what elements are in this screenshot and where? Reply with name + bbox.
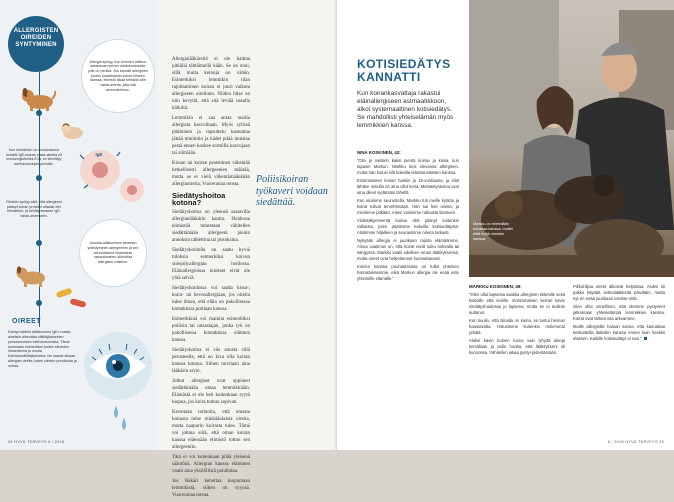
step-4-bubble: Uusinta-altistumisen aineiden yhdistyminen allergeeniin ja sen seurauksena histamiinin vapautuminen aiheuttaa allergisen reaktion.	[80, 220, 146, 286]
paragraph: "Olin jo vieläkin kaksi pientä koiraa ja kissa, kun tapasin Markun. Markku tiesi olevansa allerginen, mutta hän halusi silti kokeilla elämää eläinten kanssa.	[357, 158, 459, 175]
allergy-infographic	[0, 0, 158, 450]
paragraph: Allergialääkäreitä ei ole haittaa pitkällä tähtäimellä kään. Se on onni, sillä muita keinoja on vähän. Esimerkiksi lemmikin tilan rajoittaminen koiran ei juuri vaikuta allergiseen oireiluun. Niiden hilse on niin kevyttä, että sitä leviää usealla kätkiltä.	[172, 57, 250, 111]
paragraph: Kerrotaan tarinoita, että omasta koirasta tulee minkäänlaisia oireita, mutta naapurin koirasta tulee. Tämä voi johtua siitä, että oman koiran kanssa eläessään elimistö tottuu sen allergeeniin.	[172, 410, 250, 450]
tear-drops-icon	[110, 404, 130, 434]
right-column-d	[573, 284, 665, 344]
symptoms-title: OIREET	[12, 318, 42, 325]
dog-icon	[14, 262, 48, 288]
timeline-dot	[36, 175, 42, 181]
step-1-bubble: Allergia syntyy, kun ihminen altistuu useamman kerran vieläsenoineelle, jolle on herkkä. Jos kanolle allerginen joutuu kosketuksiin koiran hilseen kanssa, elimistö alkaa tehtailla sille vasta-aineita, joita sitä vereenkiertoon.	[82, 40, 154, 112]
pull-quote: Poliisikoiran työkaveri voidaan siedättää.	[256, 174, 328, 208]
timeline-dot	[36, 300, 42, 306]
couple-with-dogs-photo	[469, 0, 674, 277]
paragraph: Siedätyshoidossa voi saada kissa-, koira- tai hevosallergiaan, jos oireita tulee ilman, että eläin on pakollisessa kontaktissa potilaan kanssa.	[172, 286, 250, 312]
paragraph: Jos lääkäri kehottaa luopumaan lemmikistä, siihen on syynsä. Vuorenmaa toteaa.	[172, 479, 250, 498]
paragraph: Siedätyshoitoa on yleensä saatavilla allergianlääkärin kautta. Hoidossa elimistöä totutetaan vähitellen siedättämään allergeeni pienin annoksin tablettina tai pistoksina.	[172, 210, 250, 243]
article-headline	[357, 58, 450, 84]
paragraph: Viidettäkymmentä koiraa olisi pitänyt kuitenkin ratkaista, joten päätimme kokeilla kotisiedätystä. Aloitimme hiljalleen ja seurasimme oireita tarkasti.	[357, 218, 459, 235]
infographic-title: ALLERGISTEN OIREIDEN SYNTYMINEN	[8, 16, 64, 72]
paragraph: Siedätyshoitoa ei siis anneta sillä perusteella, että on kiva olla koiran kanssa kotona. Siihen tarvitaan aina lääkärin arvio.	[172, 348, 250, 374]
right-column-a	[357, 150, 459, 284]
paragraph: Kun kuulin, että Ninalla on koiria, se tuntui hieman haastavalta. Halusimme kuitenkin molemmat yrittää.	[469, 318, 565, 335]
paragraph: Olen ollut onnellinen, että olemme pystyneet jatkamaan yhteiselämää lemmikkien kanssa. Koirat ovat tärkeä osa arkeamme.	[573, 304, 665, 321]
paragraph: Siedätyshoidolla on saatu hyviä tuloksia esimerkiksi koivun siitepölyallergian hoidossa. Eläinallergioissa tulokset eivät ole yhtä selviä.	[172, 248, 250, 281]
step-3-text: Reaktio syntyy sillä, että allergeeni pääsyt koiran proteiini altaalle elin elimistöön, ja kehittyneeseen IgE-vasta-aineeseen.	[6, 200, 62, 219]
immune-cells-icon	[70, 140, 150, 210]
end-mark-icon	[644, 337, 647, 340]
section-heading: Siedätyshoitoa kotona?	[172, 191, 226, 207]
right-page	[337, 0, 674, 450]
paragraph: "Olen ollut lapsesta saakka allerginen eläimille sekä kissoille että koirille. Ensimmäisen kerran kävin siedätyshoidossa jo lapsena, mutta se ei tuolloin auttanut.	[469, 292, 565, 315]
byline: MARKKU KOSKINEN, 49:	[469, 284, 522, 289]
paragraph: Lemmikin ei saa antaa nuolla allergista kasvoiltaan. Myös sylissä pitäminen ja rapsuttelu kannattaa jättää minimiin ja kädet pitää muistaa pestä ennen koskee sormilla kasvojaan tai silmiään.	[172, 116, 250, 156]
left-folio: 34 HYVÄ TERVEYS 6 / 2018	[8, 440, 65, 444]
timeline-dot	[36, 240, 42, 246]
left-column-1	[172, 56, 250, 502]
paragraph: Aluksi kävin koirien luona vain lyhyitä aikoja kerrallaan ja pidin huolta, että lääkitykseni oli kunnossa. Vähitellen aikaa pystyi pidentämään.	[469, 338, 565, 355]
pill-icon	[55, 287, 72, 298]
paragraph: Nykyään allergia ei juurikaan rajoita elämäämme. Ainoa vaatimus on, että koirat eivät nuku sohvalla tai sängyssä. Markku vaatii edelleen oman lääkityksensä, mutta oireet ovat helpottuneet huomattavasti.	[357, 238, 459, 261]
step-2-text: Kun elimistöön on muodostunut koiralle IgE-luokan vasta-aineita eli immunoglobuliini-E:tä, se kiinnittyy tulehdussolujen pinnalle.	[6, 148, 62, 167]
paragraph-text: Muille allergisille haluan sanoa, että kannattaa keskustella lääkärin kanssa ennen kuin hankkii eläimen. Kaikille kotisiedätys ei sovi."	[573, 324, 665, 341]
paragraph: Kun aloimme seurustella, Markku tuli meille kylään ja koirat tulivat tervehtimään. Hän sai heti oireita, ja mietimme pitkään, miten voisimme ratkaista tilanteen.	[357, 198, 459, 215]
right-folio: 6 / 2018 HYVÄ TERVEYS 35	[607, 440, 664, 444]
baby-icon	[60, 120, 86, 140]
headline-line: KANNATTI	[357, 70, 421, 84]
symptoms-text: Koiraproteiinin altistuminen IgE:n vasta-aineisiin aiheuttaa välittäjäaineiden purkautumisen tulehdussoluista. Tämä tunnetaan esimerkiksi tuntee elimistön histamiinina ja muuta tulehdusvälittäjäaineina. Ne saavat aikaan allergian oireita, kuten silmien punoitusta ja nuhaa.	[8, 330, 77, 368]
paragraph: Kissan tai koiran peseminen vähentää hetkellisesti allergeenien määrää, mutta se ei vielä vähentämäänkään allergiaoireita, Vuorenmaa toteaa.	[172, 161, 250, 187]
paragraph: Koirien kanssa puuhastelusta on tullut yhteinen harrastuksemme, eikä Markun allergia ole enää este yhteiselle elämälle."	[357, 264, 459, 281]
byline: NINA KOSKINEN, 42:	[357, 150, 401, 155]
ige-label: IgE	[95, 152, 103, 157]
eye-icon	[82, 330, 154, 402]
left-page	[0, 0, 337, 498]
paragraph: Tätä ei voi kuitenkaan pitää yleisenä sääntönä. Allergian kanssa eläminen vaatii aina yksilöllistä pohdintaa.	[172, 455, 250, 474]
paragraph: Ensimmäisen koiran hankin jo 15-vuotiaana, ja siitä lähtien minulla on aina ollut koira. Metsästyskoirat ovat aina olleet sydäntäni lähellä.	[357, 178, 459, 195]
paragraph	[573, 324, 665, 342]
photo-caption: Markku on mielellään koiransa kanssa, muttei elää enää oireiden kanssa.	[473, 222, 513, 241]
headline-line: KOTISIEDÄTYS	[357, 57, 451, 71]
article-lead: Kun koirankasvattaja rakastui eläinallergiseen astmaatikkoon, alkoi systemaattinen kotisiedätys. Se mahdollisti yhteiselämän myös lemmikkien kanssa.	[357, 90, 454, 129]
paragraph: Pikkuhiljaa oireet alkoivat helpottaa. Aluksi oli pakko käyttää astmalääkkeitä päivittäin, mutta nyt en enää juurikaan tarvitse niitä.	[573, 284, 665, 301]
paragraph: Jotkut allergiset ovat oppineet siedättämään omaa lemmikkiään. Elämästä ei ole heti kuitenkaan syytä luopua, jos koira tuntuu sopivan.	[172, 379, 250, 405]
pill-icon	[69, 298, 86, 308]
paragraph: Esimerkkinä voi mainita esimerkiksi poliisin tai ratsastajan, jonka työ on pakollisessa kontaktissa eläimen kanssa.	[172, 317, 250, 343]
dog-icon	[20, 84, 56, 112]
right-column-c	[469, 284, 565, 358]
